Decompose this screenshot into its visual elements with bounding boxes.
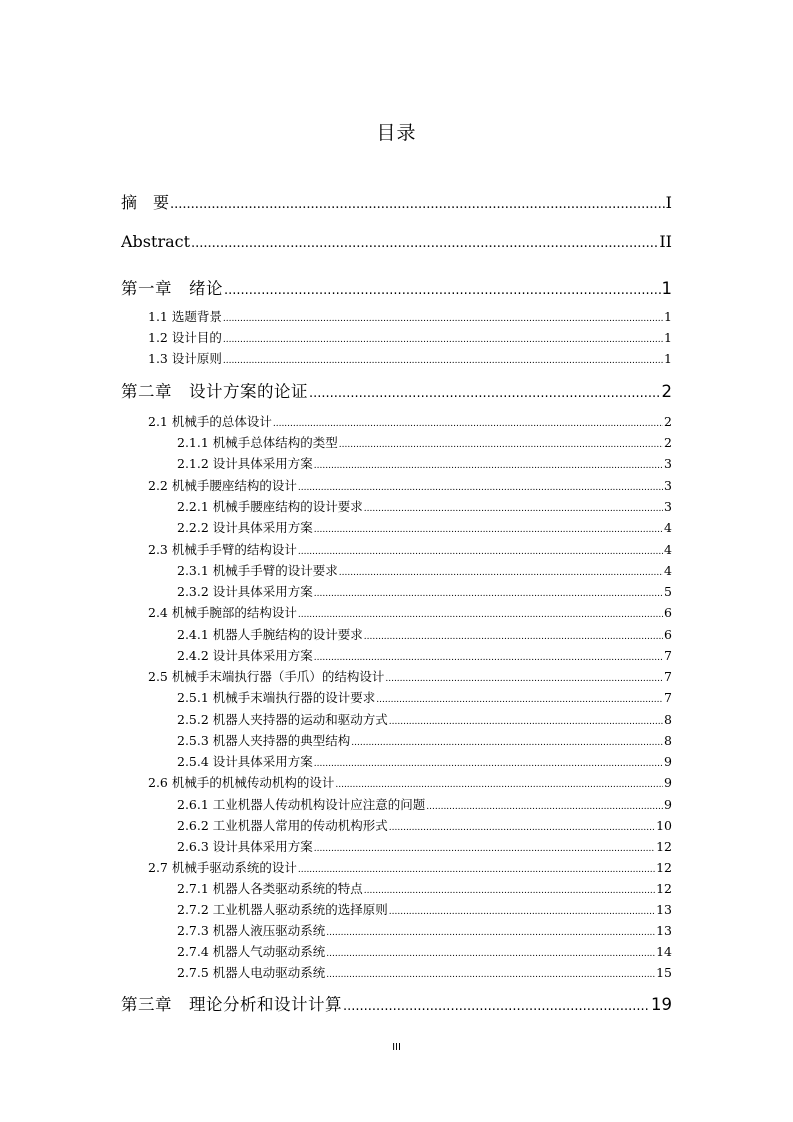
toc-entry-label: 2.5.1 机械手末端执行器的设计要求 (177, 690, 376, 705)
toc-entry-page: 1 (661, 279, 672, 298)
toc-subsection[interactable] (177, 900, 672, 918)
toc-entry-label: 2.6.2 工业机器人常用的传动机构形式 (177, 818, 388, 833)
toc-section[interactable] (148, 667, 672, 685)
dot-leader (314, 589, 663, 599)
toc-entry-label: 2.5 机械手末端执行器（手爪）的结构设计 (148, 669, 385, 684)
toc-subsection[interactable] (177, 942, 672, 960)
toc-subsection[interactable] (177, 582, 672, 600)
toc-entry-label: 1.2 设计目的 (148, 330, 222, 345)
toc-entry-page: 4 (664, 542, 672, 557)
toc-section[interactable] (148, 540, 672, 558)
toc-title: 目录 (376, 122, 417, 144)
dot-leader (298, 547, 663, 557)
toc-entry-label: Abstract (121, 232, 191, 251)
dot-leader (389, 717, 663, 727)
dot-leader (273, 419, 663, 429)
toc-entry-page: II (659, 232, 672, 251)
toc-entry-page: 3 (664, 456, 672, 471)
toc-entry-page: 2 (664, 435, 672, 450)
toc-entry-page: 2 (664, 414, 672, 429)
dot-leader (191, 236, 658, 251)
dot-leader (298, 865, 655, 875)
toc-entry-label: 2.3 机械手手臂的结构设计 (148, 542, 297, 557)
toc-entry-label: 1.3 设计原则 (148, 351, 222, 366)
dot-leader (298, 483, 663, 493)
toc-entry-label: 2.5.3 机器人夹持器的典型结构 (177, 733, 351, 748)
toc-entry-page: 12 (656, 839, 672, 854)
toc-entry-page: 3 (664, 478, 672, 493)
toc-chapter-1[interactable] (121, 275, 672, 299)
toc-entry-page: 14 (656, 944, 672, 959)
dot-leader (335, 780, 663, 790)
toc-entry-label: 摘 要 (121, 193, 170, 212)
toc-subsection[interactable] (177, 921, 672, 939)
dot-leader (326, 970, 655, 980)
toc-subsection[interactable] (177, 710, 672, 728)
toc-entry-page: 10 (656, 818, 672, 833)
toc-entry-page: I (665, 193, 672, 212)
dot-leader (376, 695, 663, 705)
toc-entry-label: 2.5.4 设计具体采用方案 (177, 754, 313, 769)
dot-leader (223, 356, 663, 366)
toc-section[interactable] (148, 603, 672, 621)
toc-entry-label: 2.7.1 机器人各类驱动系统的特点 (177, 881, 363, 896)
toc-entry-page: 3 (664, 499, 672, 514)
toc-entry-page: 9 (664, 797, 672, 812)
toc-subsection[interactable] (177, 837, 672, 855)
toc-entry-label: 2.6.3 设计具体采用方案 (177, 839, 313, 854)
toc-subsection[interactable] (177, 518, 672, 536)
dot-leader (326, 949, 655, 959)
dot-leader (309, 386, 661, 401)
toc-entry-label: 2.4 机械手腕部的结构设计 (148, 605, 297, 620)
toc-entry-page: 2 (661, 382, 672, 401)
toc-entry-label: 2.1.2 设计具体采用方案 (177, 456, 313, 471)
toc-entry-page: 12 (656, 860, 672, 875)
toc-subsection[interactable] (177, 454, 672, 472)
toc-subsection[interactable] (177, 795, 672, 813)
toc-entry-label: 2.7.2 工业机器人驱动系统的选择原则 (177, 902, 388, 917)
dot-leader (343, 999, 650, 1014)
toc-entry-label: 2.2 机械手腰座结构的设计 (148, 478, 297, 493)
toc-subsection[interactable] (177, 816, 672, 834)
toc-entry-page: 7 (664, 669, 672, 684)
dot-leader (314, 461, 663, 471)
toc-section[interactable] (148, 307, 672, 325)
toc-entry-abstract-cn[interactable] (121, 190, 672, 213)
dot-leader (224, 283, 661, 298)
dot-leader (389, 823, 655, 833)
dot-leader (364, 504, 663, 514)
toc-subsection[interactable] (177, 752, 672, 770)
dot-leader (314, 759, 663, 769)
toc-subsection[interactable] (177, 433, 672, 451)
dot-leader (170, 197, 665, 212)
toc-section[interactable] (148, 858, 672, 876)
toc-entry-label: 2.4.1 机器人手腕结构的设计要求 (177, 627, 363, 642)
toc-section[interactable] (148, 412, 672, 430)
dot-leader (339, 568, 663, 578)
dot-leader (364, 886, 655, 896)
toc-entry-label: 2.1 机械手的总体设计 (148, 414, 272, 429)
dot-leader (385, 674, 663, 684)
toc-entry-page: 5 (664, 584, 672, 599)
toc-entry-label: 2.1.1 机械手总体结构的类型 (177, 435, 338, 450)
toc-entry-label: 2.7.5 机器人电动驱动系统 (177, 965, 326, 980)
toc-entry-page: 9 (664, 754, 672, 769)
toc-entry-page: 15 (656, 965, 672, 980)
toc-entry-label: 2.7.3 机器人液压驱动系统 (177, 923, 326, 938)
toc-entry-page: 9 (664, 775, 672, 790)
toc-entry-page: 6 (664, 605, 672, 620)
toc-entry-page: 12 (656, 881, 672, 896)
toc-section[interactable] (148, 349, 672, 367)
toc-entry-label: 2.4.2 设计具体采用方案 (177, 648, 313, 663)
dot-leader (426, 802, 663, 812)
toc-entry-page: 7 (664, 648, 672, 663)
dot-leader (223, 335, 663, 345)
toc-entry-label: 2.3.1 机械手手臂的设计要求 (177, 563, 338, 578)
toc-chapter-label: 第一章 绪论 (121, 279, 223, 298)
toc-entry-page: 8 (664, 712, 672, 727)
dot-leader (339, 440, 663, 450)
dot-leader (364, 632, 663, 642)
page-number-footer: III (392, 1042, 401, 1053)
toc-section[interactable] (148, 328, 672, 346)
toc-section[interactable] (148, 476, 672, 494)
toc-subsection[interactable] (177, 497, 672, 515)
toc-chapter-2[interactable] (121, 378, 672, 402)
toc-entry-page: 4 (664, 563, 672, 578)
toc-entry-page: 4 (664, 520, 672, 535)
toc-entry-label: 2.2.1 机械手腰座结构的设计要求 (177, 499, 363, 514)
toc-chapter-label: 第二章 设计方案的论证 (121, 382, 308, 401)
toc-section[interactable] (148, 773, 672, 791)
toc-subsection[interactable] (177, 561, 672, 579)
toc-subsection[interactable] (177, 879, 672, 897)
toc-entry-label: 2.5.2 机器人夹持器的运动和驱动方式 (177, 712, 388, 727)
toc-entry-label: 2.3.2 设计具体采用方案 (177, 584, 313, 599)
toc-entry-label: 2.6 机械手的机械传动机构的设计 (148, 775, 335, 790)
dot-leader (351, 738, 663, 748)
dot-leader (223, 314, 663, 324)
toc-entry-label: 2.7 机械手驱动系统的设计 (148, 860, 297, 875)
dot-leader (298, 610, 663, 620)
dot-leader (389, 907, 655, 917)
toc-entry-page: 13 (656, 923, 672, 938)
toc-subsection[interactable] (177, 963, 672, 981)
dot-leader (326, 928, 655, 938)
toc-entry-page: 6 (664, 627, 672, 642)
toc-entry-page: 13 (656, 902, 672, 917)
toc-entry-page: 1 (664, 330, 672, 345)
toc-entry-page: 1 (664, 351, 672, 366)
dot-leader (314, 653, 663, 663)
toc-subsection[interactable] (177, 731, 672, 749)
toc-entry-page: 19 (651, 995, 672, 1014)
toc-entry-label: 1.1 选题背景 (148, 309, 222, 324)
toc-entry-page: 8 (664, 733, 672, 748)
toc-subsection[interactable] (177, 688, 672, 706)
toc-chapter-3[interactable] (121, 991, 672, 1015)
toc-entry-label: 2.2.2 设计具体采用方案 (177, 520, 313, 535)
toc-entry-label: 2.6.1 工业机器人传动机构设计应注意的问题 (177, 797, 426, 812)
toc-entry-page: 1 (664, 309, 672, 324)
toc-chapter-label: 第三章 理论分析和设计计算 (121, 995, 342, 1014)
toc-subsection[interactable] (177, 646, 672, 664)
toc-entry-label: 2.7.4 机器人气动驱动系统 (177, 944, 326, 959)
dot-leader (314, 844, 655, 854)
toc-subsection[interactable] (177, 625, 672, 643)
dot-leader (314, 525, 663, 535)
toc-entry-abstract-en[interactable] (121, 232, 672, 251)
toc-entry-page: 7 (664, 690, 672, 705)
